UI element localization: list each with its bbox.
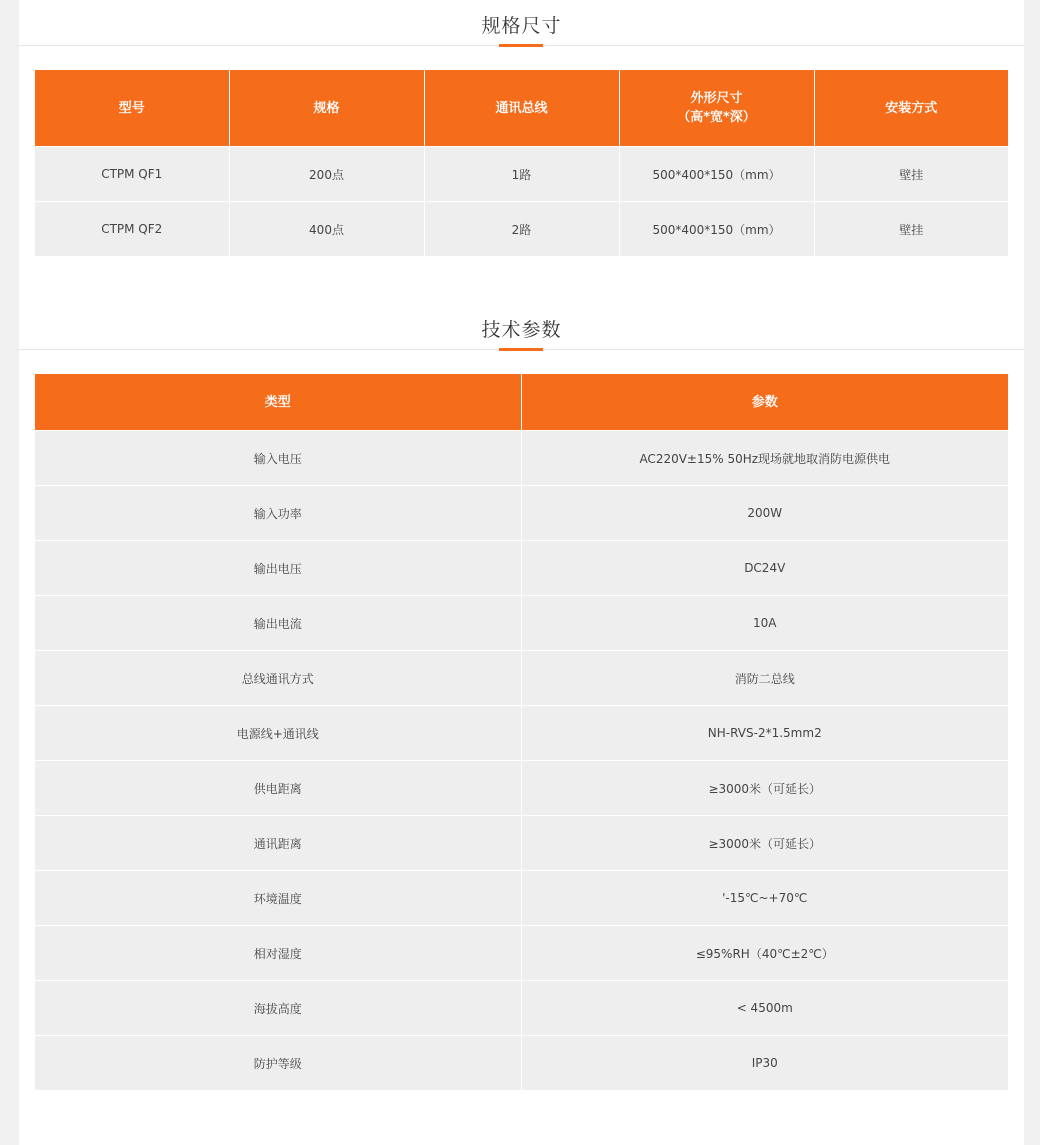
table-cell: 壁挂 xyxy=(814,202,1008,257)
param-table xyxy=(35,374,1008,1090)
param-value-cell: IP30 xyxy=(521,1036,1008,1091)
table-row xyxy=(35,202,1008,257)
spec-section-title: 规格尺寸 xyxy=(481,15,562,37)
content-panel xyxy=(19,0,1024,1145)
param-type-cell: 环境温度 xyxy=(35,871,521,926)
param-value-cell: < 4500m xyxy=(521,981,1008,1036)
table-row xyxy=(35,651,1008,706)
param-type-cell: 通讯距离 xyxy=(35,816,521,871)
table-row xyxy=(35,541,1008,596)
param-type-cell: 供电距离 xyxy=(35,761,521,816)
table-row xyxy=(35,1036,1008,1091)
spec-table-header-row xyxy=(35,70,1008,147)
param-type-cell: 总线通讯方式 xyxy=(35,651,521,706)
table-row xyxy=(35,816,1008,871)
spec-header-cell: 型号 xyxy=(35,70,229,147)
param-section-title: 技术参数 xyxy=(481,319,562,341)
table-row xyxy=(35,431,1008,486)
spec-header-cell: 外形尺寸 （高*宽*深） xyxy=(619,70,814,147)
table-row xyxy=(35,596,1008,651)
param-type-cell: 输出电流 xyxy=(35,596,521,651)
table-row xyxy=(35,981,1008,1036)
param-value-cell: ≥3000米（可延长） xyxy=(521,761,1008,816)
title-underline xyxy=(499,348,543,351)
table-cell: 壁挂 xyxy=(814,147,1008,202)
spec-header-cell: 规格 xyxy=(229,70,424,147)
table-cell: 2路 xyxy=(424,202,619,257)
param-value-cell: 200W xyxy=(521,486,1008,541)
param-type-cell: 输出电压 xyxy=(35,541,521,596)
param-value-cell: NH-RVS-2*1.5mm2 xyxy=(521,706,1008,761)
spec-header-cell: 通讯总线 xyxy=(424,70,619,147)
table-cell: 400点 xyxy=(229,202,424,257)
table-row xyxy=(35,871,1008,926)
spec-header-cell: 安装方式 xyxy=(814,70,1008,147)
param-value-cell: AC220V±15% 50Hz现场就地取消防电源供电 xyxy=(521,431,1008,486)
table-row xyxy=(35,486,1008,541)
param-type-cell: 相对湿度 xyxy=(35,926,521,981)
param-value-cell: '-15℃~+70℃ xyxy=(521,871,1008,926)
param-section-header xyxy=(19,304,1024,350)
param-type-cell: 输入电压 xyxy=(35,431,521,486)
param-value-cell: 消防二总线 xyxy=(521,651,1008,706)
table-row xyxy=(35,147,1008,202)
param-type-cell: 电源线+通讯线 xyxy=(35,706,521,761)
table-row xyxy=(35,926,1008,981)
spec-section-header xyxy=(19,0,1024,46)
param-value-cell: DC24V xyxy=(521,541,1008,596)
param-value-cell: 10A xyxy=(521,596,1008,651)
param-value-cell: ≥3000米（可延长） xyxy=(521,816,1008,871)
spec-table xyxy=(35,70,1008,256)
param-header-cell: 参数 xyxy=(521,374,1008,431)
param-value-cell: ≤95%RH（40℃±2℃） xyxy=(521,926,1008,981)
table-cell: 200点 xyxy=(229,147,424,202)
table-cell: CTPM QF1 xyxy=(35,147,229,202)
param-type-cell: 防护等级 xyxy=(35,1036,521,1091)
title-underline xyxy=(499,44,543,47)
param-type-cell: 海拔高度 xyxy=(35,981,521,1036)
param-type-cell: 输入功率 xyxy=(35,486,521,541)
table-cell: 1路 xyxy=(424,147,619,202)
param-table-header-row xyxy=(35,374,1008,431)
table-row xyxy=(35,761,1008,816)
table-cell: 500*400*150（mm） xyxy=(619,147,814,202)
table-cell: CTPM QF2 xyxy=(35,202,229,257)
table-row xyxy=(35,706,1008,761)
param-header-cell: 类型 xyxy=(35,374,521,431)
table-cell: 500*400*150（mm） xyxy=(619,202,814,257)
